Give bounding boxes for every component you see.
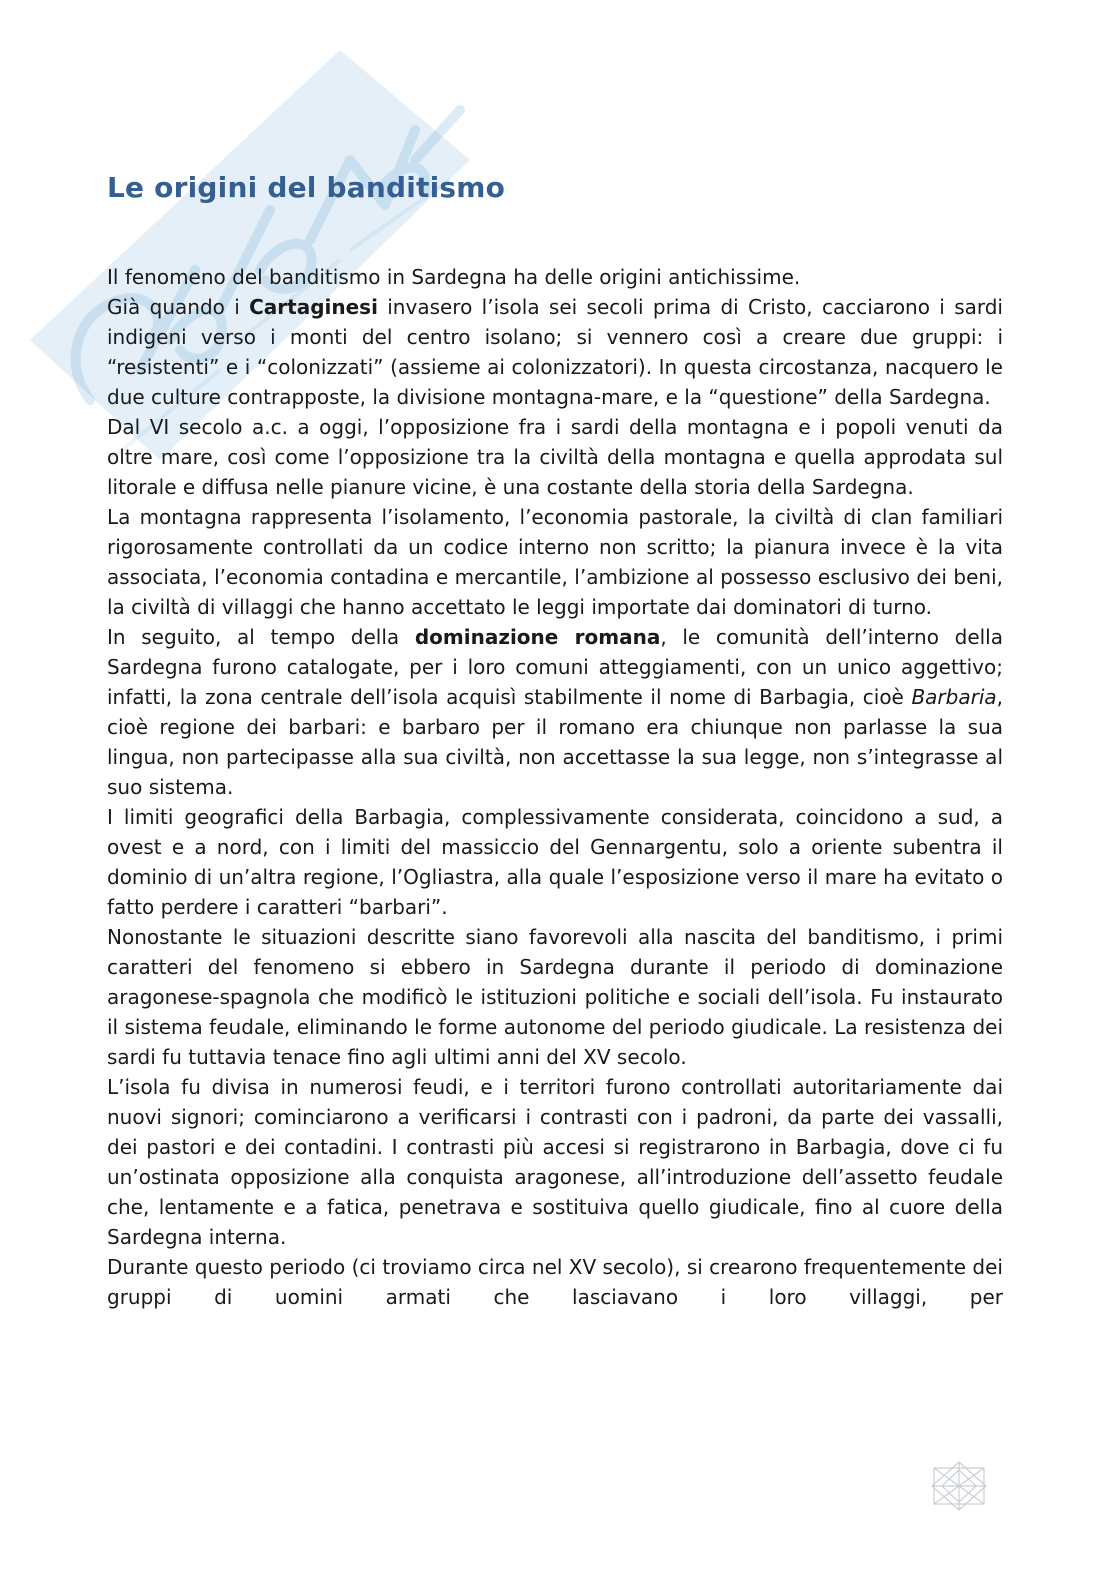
italic-term: Barbaria [911, 685, 997, 709]
page-title: Le origini del banditismo [107, 171, 506, 204]
paragraph: Dal VI secolo a.c. a oggi, l’opposizione fra i sardi della montagna e i popoli venuti da oltre mare, così come l’opposizione tra la civiltà della montagna e quella approdata sul litorale e diffusa nelle pianure vicine, è una costante della storia della Sardegna. [107, 415, 1003, 499]
bold-term: dominazione romana [414, 625, 661, 649]
paragraph: Durante questo periodo (ci troviamo circa nel XV secolo), si crearono frequentemente dei gruppi di uomini armati che lasciavano i loro villaggi, per [107, 1255, 1003, 1309]
geometric-star-logo-icon [928, 1460, 990, 1512]
paragraph: Nonostante le situazioni descritte siano favorevoli alla nascita del banditismo, i primi caratteri del fenomeno si ebbero in Sardegna durante il periodo di dominazione aragonese-spagnola che modificò le istituzioni politiche e sociali dell’isola. Fu instaurato il sistema feudale, eliminando le forme autonome del periodo giudicale. La resistenza dei sardi fu tuttavia tenace fino agli ultimi anni del XV secolo. [107, 925, 1003, 1069]
document-body [107, 262, 1003, 1312]
paragraph: L’isola fu divisa in numerosi feudi, e i territori furono controllati autoritariamente dai nuovi signori; cominciarono a verificarsi i contrasti con i padroni, da parte dei vassalli, dei pastori e dei contadini. I contrasti più accesi si registrarono in Barbagia, dove ci fu un’ostinata opposizione alla conquista aragonese, all’introduzione dell’assetto feudale che, lentamente e a fatica, penetrava e sostituiva quello giudicale, fino al cuore della Sardegna interna. [107, 1075, 1003, 1249]
paragraph: I limiti geografici della Barbagia, complessivamente considerata, coincidono a sud, a ovest e a nord, con i limiti del massiccio del Gennargentu, solo a oriente subentra il dominio di un’altra regione, l’Ogliastra, alla quale l’esposizione verso il mare ha evitato o fatto perdere i caratteri “barbari”. [107, 805, 1003, 919]
paragraph: Il fenomeno del banditismo in Sardegna ha delle origini antichissime. [107, 265, 801, 289]
bold-term: Cartaginesi [249, 295, 378, 319]
paragraph: Già quando i Cartaginesi invasero l’isola sei secoli prima di Cristo, cacciarono i sardi indigeni verso i monti del centro isolano; si vennero così a creare due gruppi: i “resistenti” e i “colonizzati” (assieme ai colonizzatori). In questa circostanza, nacquero le due culture contrapposte, la divisione montagna-mare, e la “questione” della Sardegna. [107, 295, 1003, 409]
paragraph: In seguito, al tempo della dominazione romana, le comunità dell’interno della Sardegna furono catalogate, per i loro comuni atteggiamenti, con un unico aggettivo; infatti, la zona centrale dell’isola acquisì stabilmente il nome di Barbagia, cioè Barbaria, cioè regione dei barbari: e barbaro per il romano era chiunque non parlasse la sua lingua, non partecipasse alla sua civiltà, non accettasse la sua legge, non s’integrasse al suo sistema. [107, 625, 1003, 799]
paragraph: La montagna rappresenta l’isolamento, l’economia pastorale, la civiltà di clan familiari rigorosamente controllati da un codice interno non scritto; la pianura invece è la vita associata, l’economia contadina e mercantile, l’ambizione al possesso esclusivo dei beni, la civiltà di villaggi che hanno accettato le leggi importate dai dominatori di turno. [107, 505, 1003, 619]
